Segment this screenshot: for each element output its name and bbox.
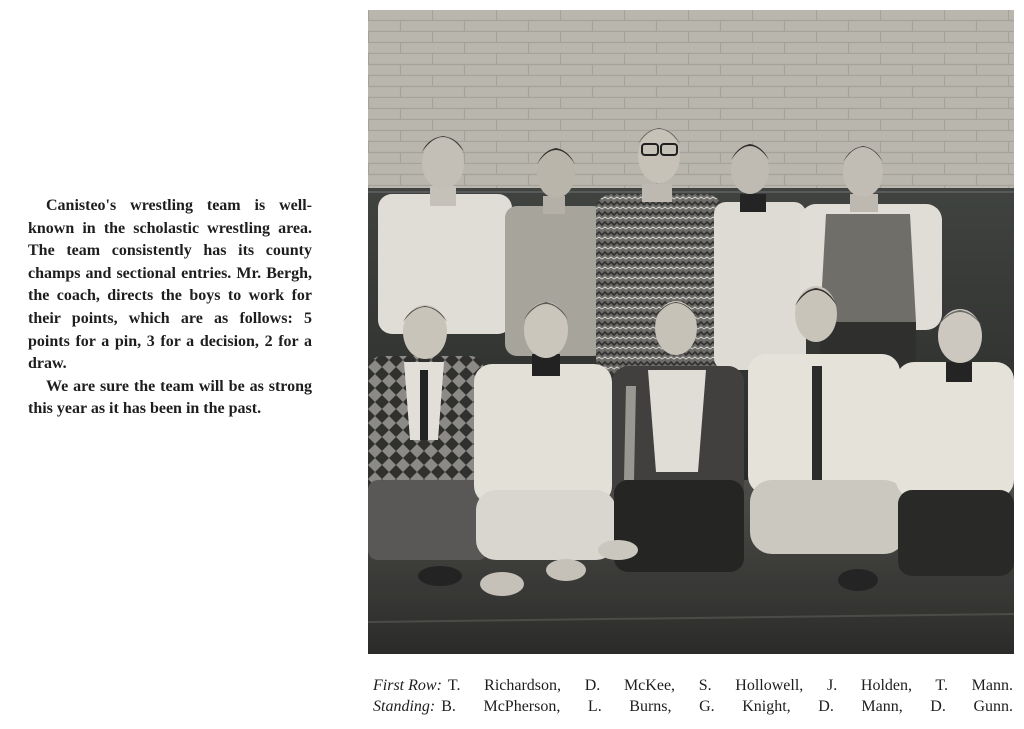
- article-paragraph-2: We are sure the team will be as strong this year as it has been in the past.: [28, 377, 312, 418]
- caption-first-row-label: First Row:: [373, 677, 442, 694]
- caption-first-row-names: T. Richardson, D. McKee, S. Hollowell, J. Holden, T. Mann.: [447, 677, 1013, 694]
- article-paragraph-1: Canisteo's wrestling team is well-known in the scholastic wrestling area. The team consistently has its county champs and sectional entries. Mr. Bergh, the coach, directs the boys to work for their points, which are as follows: 5 points for a pin, 3 for a decision, 2 for a draw.: [28, 197, 312, 373]
- caption-standing-row: [373, 696, 1013, 717]
- caption-first-row: [373, 675, 1013, 696]
- team-photo: [368, 10, 1014, 654]
- caption-standing-label: Standing:: [373, 698, 436, 715]
- article-text: [28, 195, 312, 421]
- photo-caption: [373, 675, 1013, 717]
- caption-standing-names: B. McPherson, L. Burns, G. Knight, D. Mann, D. Gunn.: [441, 698, 1013, 715]
